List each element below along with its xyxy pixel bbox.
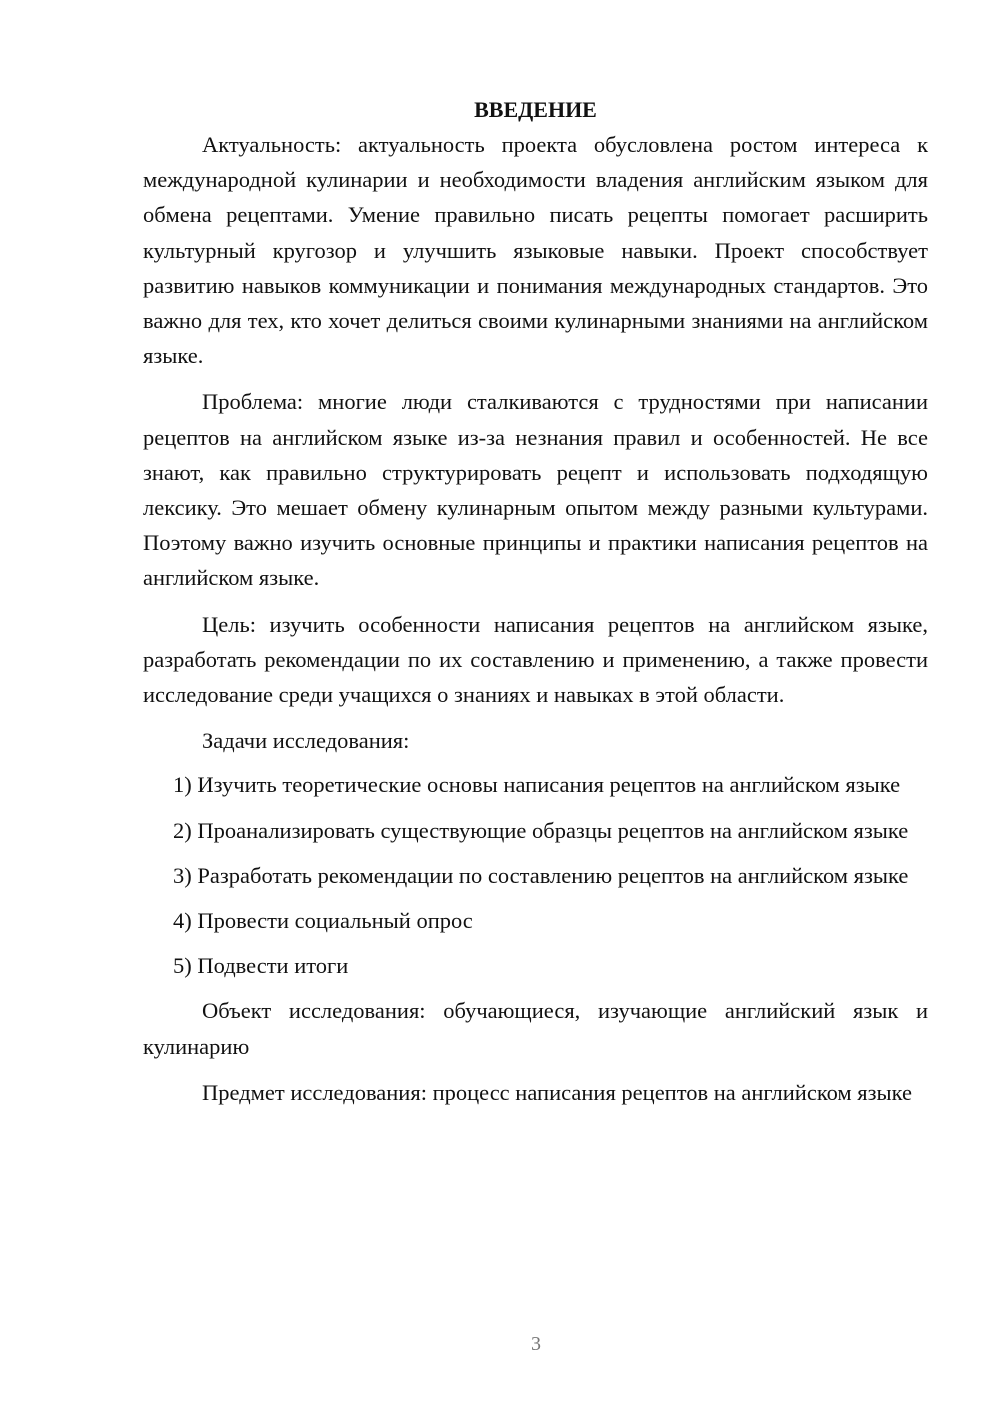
research-subject-paragraph: Предмет исследования: процесс написания рецептов на английском языке [202, 1079, 913, 1105]
problem-paragraph: Проблема: многие люди сталкиваются с трудностями при написании рецептов на английском языке из-за незнания правил и особенностей. Не все знают, как правильно структурировать рецепт и использовать подходящую лексику. Это мешает обмену кулинарным опытом между разными культурами. Поэтому важно изучить основные принципы и практики написания рецептов на английском языке. [143, 389, 928, 591]
research-object-paragraph: Объект исследования: обучающиеся, изучающие английский язык и кулинарию [143, 998, 928, 1059]
tasks-heading: Задачи исследования: [202, 728, 410, 754]
list-item: 1) Изучить теоретические основы написания рецептов на английском языке [173, 772, 901, 798]
goal-paragraph: Цель: изучить особенности написания рецептов на английском языке, разработать рекомендации по их составлению и применению, а также провести исследование среди учащихся о знаниях и навыках в этой области. [143, 611, 928, 708]
list-item: 5) Подвести итоги [173, 953, 349, 979]
page-title: ВВЕДЕНИЕ [474, 97, 597, 122]
list-item: 4) Провести социальный опрос [173, 908, 473, 934]
list-item: 3) Разработать рекомендации по составлению рецептов на английском языке [173, 862, 909, 888]
page-content [143, 92, 928, 1121]
relevance-paragraph: Актуальность: актуальность проекта обусловлена ростом интереса к международной кулинарии и необходимости владения английским языком для обмена рецептами. Умение правильно писать рецепты помогает расширить культурный кругозор и улучшить языковые навыки. Проект способствует развитию навыков коммуникации и понимания международных стандартов. Это важно для тех, кто хочет делиться своими кулинарными знаниями на английском языке. [143, 132, 928, 369]
tasks-list [143, 767, 928, 983]
page-number: 3 [531, 1333, 541, 1355]
list-item: 2) Проанализировать существующие образцы рецептов на английском языке [173, 817, 909, 843]
